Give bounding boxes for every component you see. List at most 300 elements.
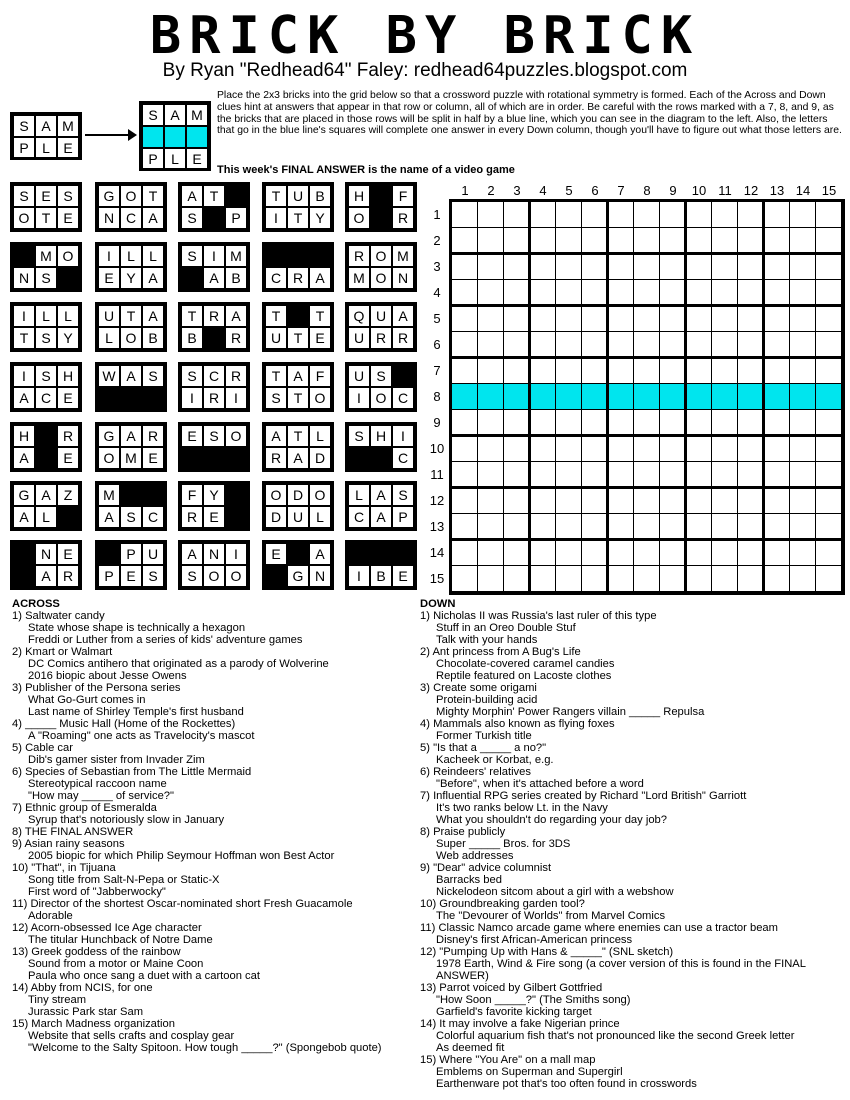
grid-cell[interactable] <box>790 540 816 566</box>
grid-cell[interactable] <box>634 254 660 280</box>
grid-cell[interactable] <box>712 358 738 384</box>
grid-cell[interactable] <box>504 436 530 462</box>
grid-cell[interactable] <box>608 202 634 228</box>
grid-cell[interactable] <box>712 202 738 228</box>
grid-cell[interactable] <box>608 280 634 306</box>
grid-cell[interactable] <box>660 488 686 514</box>
grid-cell[interactable] <box>530 566 556 592</box>
brick-cell: E <box>57 387 79 409</box>
grid-cell[interactable] <box>712 410 738 436</box>
grid-cell[interactable] <box>634 410 660 436</box>
grid-cell[interactable] <box>790 228 816 254</box>
grid-cell[interactable] <box>530 280 556 306</box>
grid-cell[interactable] <box>452 358 478 384</box>
brick-tile[interactable] <box>262 362 334 412</box>
brick-cell: R <box>392 207 414 229</box>
grid-cell[interactable] <box>816 228 842 254</box>
grid-cell[interactable] <box>816 202 842 228</box>
brick-divider <box>452 538 842 541</box>
grid-cell[interactable] <box>504 488 530 514</box>
grid-cell[interactable] <box>452 228 478 254</box>
grid-cell[interactable] <box>452 514 478 540</box>
grid-cell[interactable] <box>452 566 478 592</box>
grid-cell[interactable] <box>816 280 842 306</box>
brick-tile[interactable] <box>10 242 82 292</box>
grid-cell[interactable] <box>686 254 712 280</box>
clue-text: Ant princess from A Bug's Life <box>432 646 581 658</box>
clue-text: "Welcome to the Salty Spitoon. How tough _____?" (Spongebob quote) <box>28 1042 382 1054</box>
grid-cell[interactable] <box>712 540 738 566</box>
grid-cell[interactable] <box>634 436 660 462</box>
highlight-grid-cell[interactable] <box>504 384 530 410</box>
grid-cell[interactable] <box>764 410 790 436</box>
grid-cell[interactable] <box>504 462 530 488</box>
grid-cell[interactable] <box>660 358 686 384</box>
grid-cell[interactable] <box>478 410 504 436</box>
brick-tile[interactable] <box>345 540 417 590</box>
grid-cell[interactable] <box>634 540 660 566</box>
grid-cell[interactable] <box>504 280 530 306</box>
brick-tile[interactable] <box>262 481 334 531</box>
grid-cell[interactable] <box>816 410 842 436</box>
highlight-grid-cell[interactable] <box>686 384 712 410</box>
grid-cell[interactable] <box>816 514 842 540</box>
grid-cell[interactable] <box>608 410 634 436</box>
grid-cell[interactable] <box>582 488 608 514</box>
grid-cell[interactable] <box>660 540 686 566</box>
clue-line <box>420 826 845 838</box>
grid-cell[interactable] <box>582 462 608 488</box>
grid-cell[interactable] <box>660 566 686 592</box>
grid-cell[interactable] <box>452 488 478 514</box>
grid-cell[interactable] <box>634 332 660 358</box>
grid-cell[interactable] <box>452 332 478 358</box>
grid-cell[interactable] <box>738 436 764 462</box>
grid-cell[interactable] <box>608 566 634 592</box>
brick-tile[interactable] <box>178 422 250 472</box>
grid-cell[interactable] <box>478 540 504 566</box>
grid-cell[interactable] <box>478 358 504 384</box>
grid-cell[interactable] <box>738 566 764 592</box>
grid-cell[interactable] <box>686 202 712 228</box>
grid-cell[interactable] <box>764 540 790 566</box>
grid-cell[interactable] <box>816 462 842 488</box>
grid-cell[interactable] <box>582 358 608 384</box>
grid-cell[interactable] <box>790 306 816 332</box>
grid-cell[interactable] <box>816 540 842 566</box>
grid-cell[interactable] <box>816 254 842 280</box>
grid-cell[interactable] <box>764 488 790 514</box>
grid-cell[interactable] <box>556 410 582 436</box>
grid-cell[interactable] <box>504 566 530 592</box>
grid-cell[interactable] <box>582 332 608 358</box>
grid-cell[interactable] <box>738 410 764 436</box>
grid-cell[interactable] <box>452 410 478 436</box>
grid-cell[interactable] <box>790 202 816 228</box>
grid-cell[interactable] <box>764 306 790 332</box>
grid-cell[interactable] <box>790 332 816 358</box>
grid-cell[interactable] <box>634 202 660 228</box>
grid-cell[interactable] <box>582 306 608 332</box>
brick-tile[interactable] <box>262 302 334 352</box>
grid-cell[interactable] <box>452 306 478 332</box>
grid-cell[interactable] <box>738 254 764 280</box>
brick-cell: A <box>98 506 120 528</box>
brick-tile[interactable] <box>178 481 250 531</box>
grid-cell[interactable] <box>530 358 556 384</box>
brick-tile[interactable] <box>10 182 82 232</box>
highlight-grid-cell[interactable] <box>764 384 790 410</box>
grid-cell[interactable] <box>738 462 764 488</box>
brick-cell: E <box>57 207 79 229</box>
grid-cell[interactable] <box>608 358 634 384</box>
highlight-grid-cell[interactable] <box>660 384 686 410</box>
brick-tile[interactable] <box>262 540 334 590</box>
brick-tile[interactable] <box>262 242 334 292</box>
brick-cell: A <box>13 506 35 528</box>
grid-cell[interactable] <box>660 280 686 306</box>
brick-tile[interactable] <box>10 302 82 352</box>
clue-number: 5) <box>420 742 434 754</box>
grid-cell[interactable] <box>738 514 764 540</box>
brick-tile[interactable] <box>178 362 250 412</box>
brick-tile[interactable] <box>345 362 417 412</box>
grid-cell[interactable] <box>738 202 764 228</box>
grid-cell[interactable] <box>504 514 530 540</box>
brick-tile[interactable] <box>95 540 167 590</box>
brick-tile[interactable] <box>345 182 417 232</box>
grid-cell[interactable] <box>790 462 816 488</box>
grid-cell[interactable] <box>556 514 582 540</box>
grid-cell[interactable] <box>556 332 582 358</box>
grid-cell[interactable] <box>738 228 764 254</box>
grid-cell[interactable] <box>764 332 790 358</box>
grid-cell[interactable] <box>608 488 634 514</box>
grid-cell[interactable] <box>816 488 842 514</box>
grid-cell[interactable] <box>764 514 790 540</box>
grid-cell[interactable] <box>660 436 686 462</box>
grid-cell[interactable] <box>712 514 738 540</box>
grid-cell[interactable] <box>556 462 582 488</box>
grid-cell[interactable] <box>738 306 764 332</box>
clue-text: Ethnic group of Esmeralda <box>25 802 157 814</box>
grid-cell[interactable] <box>478 202 504 228</box>
grid-cell[interactable] <box>478 332 504 358</box>
grid-cell[interactable] <box>686 462 712 488</box>
grid-cell[interactable] <box>608 540 634 566</box>
grid-cell[interactable] <box>634 566 660 592</box>
grid-cell[interactable] <box>764 228 790 254</box>
grid-cell[interactable] <box>686 410 712 436</box>
grid-cell[interactable] <box>764 436 790 462</box>
highlight-grid-cell[interactable] <box>452 384 478 410</box>
grid-cell[interactable] <box>816 332 842 358</box>
grid-cell[interactable] <box>712 462 738 488</box>
grid-cell[interactable] <box>478 306 504 332</box>
grid-cell[interactable] <box>582 410 608 436</box>
brick-cell: E <box>142 447 164 469</box>
grid-cell[interactable] <box>608 462 634 488</box>
grid-cell[interactable] <box>660 228 686 254</box>
grid-cell[interactable] <box>452 254 478 280</box>
grid-cell[interactable] <box>790 514 816 540</box>
grid-cell[interactable] <box>712 488 738 514</box>
brick-tile[interactable] <box>10 422 82 472</box>
grid-cell[interactable] <box>608 228 634 254</box>
blue-line-cell <box>186 126 208 148</box>
grid-cell[interactable] <box>738 332 764 358</box>
brick-tile[interactable] <box>95 182 167 232</box>
highlight-grid-cell[interactable] <box>582 384 608 410</box>
grid-cell[interactable] <box>504 540 530 566</box>
grid-cell[interactable] <box>686 306 712 332</box>
grid-cell[interactable] <box>478 462 504 488</box>
grid-cell[interactable] <box>634 228 660 254</box>
grid-cell[interactable] <box>556 358 582 384</box>
highlight-grid-cell[interactable] <box>816 384 842 410</box>
brick-cell: E <box>98 267 120 289</box>
brick-cell: Y <box>57 327 79 349</box>
clue-number: 3) <box>12 682 26 694</box>
highlight-grid-cell[interactable] <box>608 384 634 410</box>
grid-cell[interactable] <box>790 254 816 280</box>
grid-cell[interactable] <box>764 280 790 306</box>
grid-cell[interactable] <box>608 514 634 540</box>
grid-cell[interactable] <box>478 280 504 306</box>
grid-cell[interactable] <box>764 358 790 384</box>
grid-cell[interactable] <box>530 410 556 436</box>
grid-cell[interactable] <box>582 254 608 280</box>
grid-cell[interactable] <box>504 306 530 332</box>
grid-cell[interactable] <box>556 436 582 462</box>
grid-cell[interactable] <box>608 254 634 280</box>
grid-cell[interactable] <box>530 462 556 488</box>
brick-tile[interactable] <box>10 362 82 412</box>
grid-cell[interactable] <box>530 306 556 332</box>
grid-cell[interactable] <box>634 358 660 384</box>
grid-cell[interactable] <box>790 358 816 384</box>
grid-cell[interactable] <box>764 202 790 228</box>
grid-cell[interactable] <box>660 202 686 228</box>
highlight-grid-cell[interactable] <box>712 384 738 410</box>
grid-cell[interactable] <box>556 280 582 306</box>
grid-cell[interactable] <box>504 332 530 358</box>
brick-tile[interactable] <box>95 422 167 472</box>
highlight-grid-cell[interactable] <box>556 384 582 410</box>
grid-cell[interactable] <box>738 358 764 384</box>
grid-cell[interactable] <box>764 566 790 592</box>
grid-cell[interactable] <box>712 228 738 254</box>
grid-cell[interactable] <box>556 488 582 514</box>
brick-cell: R <box>348 245 370 267</box>
grid-cell[interactable] <box>530 488 556 514</box>
brick-cell: F <box>181 484 203 506</box>
grid-cell[interactable] <box>556 254 582 280</box>
brick-tile[interactable] <box>95 362 167 412</box>
brick-cell: O <box>225 425 247 447</box>
grid-cell[interactable] <box>478 228 504 254</box>
grid-cell[interactable] <box>504 358 530 384</box>
grid-cell[interactable] <box>712 254 738 280</box>
grid-cell[interactable] <box>530 514 556 540</box>
row-number: 11 <box>430 467 444 482</box>
brick-tile[interactable] <box>262 422 334 472</box>
grid-cell[interactable] <box>504 410 530 436</box>
brick-tile[interactable] <box>95 481 167 531</box>
grid-cell[interactable] <box>608 332 634 358</box>
grid-cell[interactable] <box>686 358 712 384</box>
grid-cell[interactable] <box>582 540 608 566</box>
grid-cell[interactable] <box>660 410 686 436</box>
grid-cell[interactable] <box>660 332 686 358</box>
grid-cell[interactable] <box>452 202 478 228</box>
grid-cell[interactable] <box>738 280 764 306</box>
grid-cell[interactable] <box>478 566 504 592</box>
grid-cell[interactable] <box>608 436 634 462</box>
column-number: 6 <box>591 183 599 198</box>
grid-cell[interactable] <box>582 280 608 306</box>
clue-text: Asian rainy seasons <box>24 838 125 850</box>
row-number: 15 <box>429 571 445 586</box>
grid-cell[interactable] <box>530 254 556 280</box>
grid-cell[interactable] <box>660 462 686 488</box>
brick-cell: L <box>164 148 186 170</box>
clue-text: 2005 biopic for which Philip Seymour Hoffman won Best Actor <box>28 850 335 862</box>
grid-cell[interactable] <box>582 566 608 592</box>
grid-cell[interactable] <box>790 436 816 462</box>
grid-cell[interactable] <box>530 332 556 358</box>
brick-tile[interactable] <box>95 242 167 292</box>
grid-cell[interactable] <box>738 540 764 566</box>
grid-cell[interactable] <box>556 540 582 566</box>
row-number: 9 <box>433 415 441 430</box>
grid-cell[interactable] <box>452 280 478 306</box>
clue-number: 4) <box>12 718 26 730</box>
grid-cell[interactable] <box>556 202 582 228</box>
grid-cell[interactable] <box>816 306 842 332</box>
grid-cell[interactable] <box>790 488 816 514</box>
grid-cell[interactable] <box>764 462 790 488</box>
grid-cell[interactable] <box>816 566 842 592</box>
grid-cell[interactable] <box>556 228 582 254</box>
grid-cell[interactable] <box>504 202 530 228</box>
grid-cell[interactable] <box>582 202 608 228</box>
brick-tile[interactable] <box>345 302 417 352</box>
grid-cell[interactable] <box>504 254 530 280</box>
grid-cell[interactable] <box>556 306 582 332</box>
clue-text: "Before", when it's attached before a word <box>436 778 644 790</box>
grid-cell[interactable] <box>452 540 478 566</box>
brick-cell: I <box>265 207 287 229</box>
grid-cell[interactable] <box>530 540 556 566</box>
brick-cell: S <box>181 365 203 387</box>
brick-tile[interactable] <box>345 481 417 531</box>
black-square <box>265 245 287 267</box>
grid-cell[interactable] <box>452 436 478 462</box>
brick-tile[interactable] <box>345 242 417 292</box>
grid-cell[interactable] <box>686 436 712 462</box>
grid-cell[interactable] <box>712 332 738 358</box>
grid-cell[interactable] <box>582 228 608 254</box>
grid-cell[interactable] <box>790 280 816 306</box>
highlight-grid-cell[interactable] <box>530 384 556 410</box>
clue-text: Species of Sebastian from The Little Mermaid <box>25 766 252 778</box>
grid-cell[interactable] <box>738 488 764 514</box>
brick-cell: U <box>287 185 309 207</box>
grid-cell[interactable] <box>686 332 712 358</box>
grid-cell[interactable] <box>530 436 556 462</box>
grid-cell[interactable] <box>686 514 712 540</box>
grid-cell[interactable] <box>556 566 582 592</box>
grid-cell[interactable] <box>530 202 556 228</box>
grid-cell[interactable] <box>686 566 712 592</box>
grid-cell[interactable] <box>816 358 842 384</box>
grid-cell[interactable] <box>686 280 712 306</box>
grid-cell[interactable] <box>660 254 686 280</box>
brick-tile[interactable] <box>178 302 250 352</box>
grid-cell[interactable] <box>712 566 738 592</box>
grid-cell[interactable] <box>712 280 738 306</box>
grid-cell[interactable] <box>634 462 660 488</box>
grid-cell[interactable] <box>478 436 504 462</box>
grid-cell[interactable] <box>634 306 660 332</box>
brick-tile[interactable] <box>345 422 417 472</box>
highlight-grid-cell[interactable] <box>790 384 816 410</box>
grid-cell[interactable] <box>790 566 816 592</box>
clue-line <box>12 922 412 934</box>
highlight-grid-cell[interactable] <box>634 384 660 410</box>
brick-tile[interactable] <box>178 242 250 292</box>
grid-cell[interactable] <box>478 254 504 280</box>
grid-cell[interactable] <box>660 306 686 332</box>
grid-cell[interactable] <box>530 228 556 254</box>
grid-cell[interactable] <box>660 514 686 540</box>
grid-cell[interactable] <box>608 306 634 332</box>
grid-cell[interactable] <box>478 514 504 540</box>
grid-cell[interactable] <box>634 280 660 306</box>
brick-tile[interactable] <box>95 302 167 352</box>
brick-tile[interactable] <box>178 182 250 232</box>
clue-text: The titular Hunchback of Notre Dame <box>28 934 213 946</box>
black-square <box>13 565 35 587</box>
grid-cell[interactable] <box>478 488 504 514</box>
grid-cell[interactable] <box>816 436 842 462</box>
grid-cell[interactable] <box>582 514 608 540</box>
grid-cell[interactable] <box>452 462 478 488</box>
grid-cell[interactable] <box>712 436 738 462</box>
grid-cell[interactable] <box>582 436 608 462</box>
highlight-grid-cell[interactable] <box>478 384 504 410</box>
grid-cell[interactable] <box>634 514 660 540</box>
grid-cell[interactable] <box>764 254 790 280</box>
brick-cell: R <box>57 425 79 447</box>
brick-tile[interactable] <box>262 182 334 232</box>
clue-line <box>12 946 412 958</box>
brick-tile[interactable] <box>10 540 82 590</box>
brick-cell: G <box>98 425 120 447</box>
grid-cell[interactable] <box>686 228 712 254</box>
clue-text: Mammals also known as flying foxes <box>433 718 615 730</box>
grid-cell[interactable] <box>504 228 530 254</box>
grid-cell[interactable] <box>686 540 712 566</box>
grid-cell[interactable] <box>712 306 738 332</box>
brick-tile[interactable] <box>178 540 250 590</box>
grid-cell[interactable] <box>790 410 816 436</box>
brick-tile[interactable] <box>10 481 82 531</box>
grid-cell[interactable] <box>634 488 660 514</box>
grid-cell[interactable] <box>686 488 712 514</box>
highlight-grid-cell[interactable] <box>738 384 764 410</box>
